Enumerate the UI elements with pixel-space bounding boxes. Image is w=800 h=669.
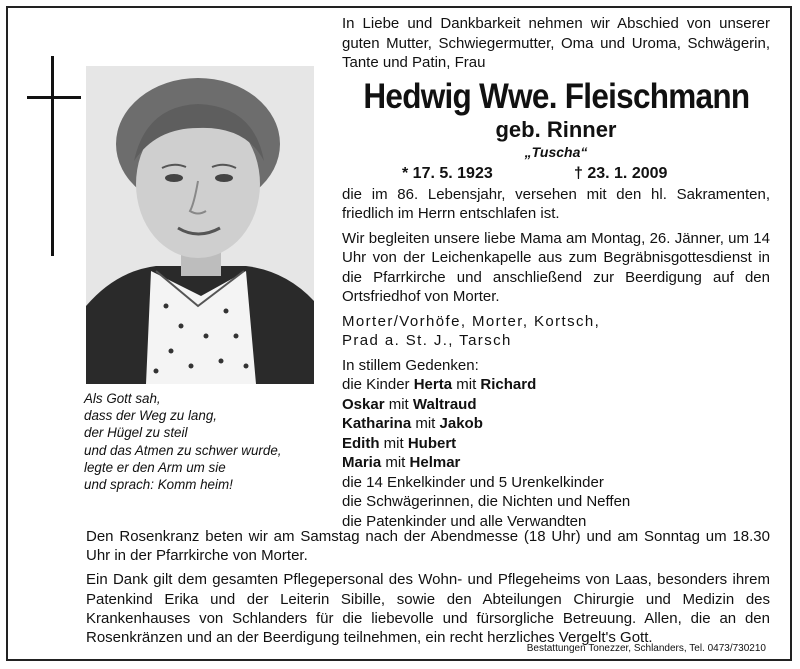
poem-line: legte er den Arm um sie xyxy=(84,459,226,475)
thanks-text: Ein Dank gilt dem gesamten Pflegepersonal des Wohn- und Pflegeheims von Laas, besonders ihrem Patenkind Erika und der Leiterin Sibille, sowie den Abteilungen Chirurgie und Medizin des Krankenhauses von Schlanders für die liebevolle und fürsorgliche Betreuung. Allen, die an den Rosenkränzen und an der Beerdigung teilnehmen, ein recht herzliches Vergelt's Gott. xyxy=(86,571,770,647)
poem-line: dass der Weg zu lang, xyxy=(84,408,217,424)
bottom-text xyxy=(86,527,770,652)
mourner-name: Herta xyxy=(413,376,453,393)
poem-line: und sprach: Komm heim! xyxy=(84,477,233,493)
life-dates xyxy=(342,163,770,185)
places xyxy=(342,312,770,351)
poem-line: und das Atmen zu schwer wurde, xyxy=(84,442,282,458)
poem-line: Als Gott sah, xyxy=(84,391,161,406)
funeral-text: Wir begleiten unsere liebe Mama am Montag, 26. Jänner, um 14 Uhr von der Leichenkapelle aus zum Begräbnisgottesdienst in die Pfarrkirche und anschließend zur Beerdigung auf den Ortsfriedhof von Morter. xyxy=(342,229,770,305)
mourners xyxy=(342,356,770,532)
mit-word: mit xyxy=(383,434,404,452)
places-line: Morter/Vorhöfe, Morter, Kortsch, xyxy=(342,312,601,330)
intro-text: In Liebe und Dankbarkeit nehmen wir Abschied von unserer guten Mutter, Schwiegermutter, Oma und Uroma, Schwägerin, Tante und Patin, Frau xyxy=(342,15,770,71)
birth-name: geb. Rinner xyxy=(495,116,617,142)
mourner-name: Hubert xyxy=(407,434,457,452)
passing-text: die im 86. Lebensjahr, versehen mit den hl. Sakramenten, friedlich im Herrn entschlafen ist. xyxy=(342,185,770,222)
mourner-row xyxy=(342,395,770,415)
mourner-name: Waltraud xyxy=(412,395,477,413)
mourner-row xyxy=(342,414,770,434)
mourner-name: Maria xyxy=(342,454,382,471)
mourner-name: Richard xyxy=(480,376,537,393)
mit-word: mit xyxy=(456,376,477,393)
mourner-row xyxy=(342,434,770,454)
places-line: Prad a. St. J., Tarsch xyxy=(342,332,512,349)
mit-word: mit xyxy=(385,454,406,471)
death-date: † 23. 1. 2009 xyxy=(574,164,668,182)
mit-word: mit xyxy=(388,395,409,413)
mourner-extra: die Patenkinder und alle Verwandten xyxy=(342,512,587,530)
cross-icon xyxy=(51,56,54,256)
undertaker-footer: Bestattungen Tonezzer, Schlanders, Tel. 0473/730210 xyxy=(526,643,766,654)
poem xyxy=(84,390,324,493)
mourner-name: Edith xyxy=(342,434,380,452)
mourner-name: Oskar xyxy=(342,395,385,413)
mourner-extra: die Schwägerinnen, die Nichten und Neffen xyxy=(342,493,631,510)
mourner-name: Katharina xyxy=(342,415,412,432)
birth-date: * 17. 5. 1923 xyxy=(402,164,493,182)
mourner-extra: die 14 Enkelkinder und 5 Urenkelkinder xyxy=(342,473,604,491)
mourner-name: Helmar xyxy=(409,454,461,471)
kinder-prefix: die Kinder xyxy=(342,376,410,393)
cross-icon-bar xyxy=(27,96,81,99)
notice-text-column xyxy=(342,14,770,531)
mourners-heading: In stillem Gedenken: xyxy=(342,356,479,374)
mourner-name: Jakob xyxy=(439,415,483,432)
mourner-row xyxy=(342,375,770,395)
deceased-name: Hedwig Wwe. Fleischmann xyxy=(363,76,750,116)
mourner-row xyxy=(342,453,770,473)
rosary-text: Den Rosenkranz beten wir am Samstag nach der Abendmesse (18 Uhr) und am Sonntag um 18.30 Uhr in der Pfarrkirche von Morter. xyxy=(86,528,770,565)
poem-line: der Hügel zu steil xyxy=(84,425,188,441)
portrait-photo xyxy=(86,66,314,384)
mit-word: mit xyxy=(415,415,436,432)
nickname: „Tuscha“ xyxy=(524,143,588,160)
